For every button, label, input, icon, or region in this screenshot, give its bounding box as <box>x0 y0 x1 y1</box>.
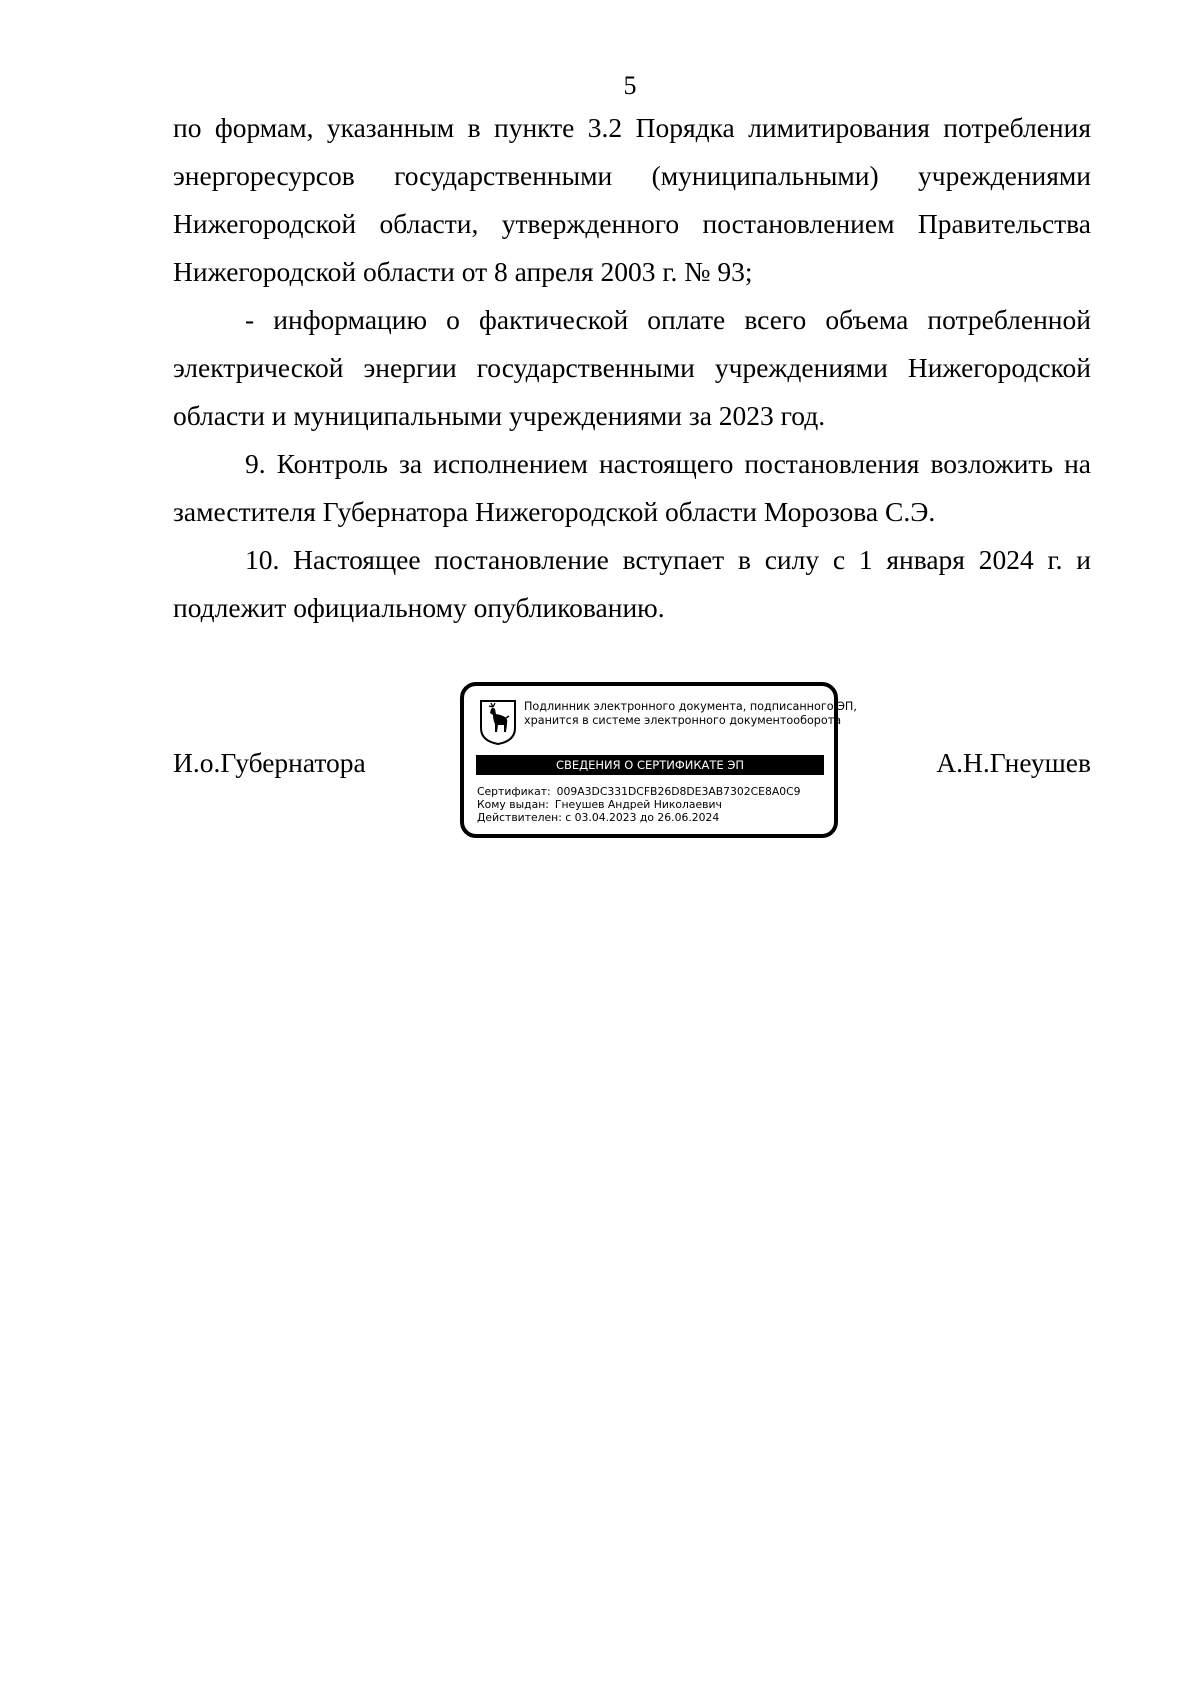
certificate-row <box>477 785 827 798</box>
page-number: 5 <box>623 71 637 100</box>
electronic-signature-stamp <box>460 682 857 838</box>
issued-to-label: Кому выдан: <box>477 798 549 811</box>
paragraph-forms-continuation: по формам, указанным в пункте 3.2 Порядка лимитирования потребления энергоресурсов государственными (муниципальными) учреждениями Нижегородской области, утвержденного постановлением Правительства Нижегородской области от 8 апреля 2003 г. № 93; <box>173 112 1091 287</box>
paragraph-item-10: 10. Настоящее постановление вступает в силу с 1 января 2024 г. и подлежит официальному опубликованию. <box>173 544 1091 623</box>
signature-block <box>173 682 1091 842</box>
stamp-header <box>524 700 857 728</box>
paragraph-payment-info: - информацию о фактической оплате всего объема потребленной электрической энергии государственными учреждениями Нижегородской области и муниципальными учреждениями за 2023 год. <box>173 304 1091 431</box>
validity-period: Действителен: с 03.04.2023 до 26.06.2024 <box>477 811 720 824</box>
issued-to-row <box>477 798 827 811</box>
signatory-position: И.о.Губернатора <box>173 747 366 778</box>
stamp-header-line-2: хранится в системе электронного документооборота <box>524 714 842 727</box>
certificate-details <box>477 785 827 824</box>
certificate-serial: 009A3DC331DCFB26D8DE3AB7302CE8A0C9 <box>556 785 801 798</box>
certificate-info-title: СВЕДЕНИЯ О СЕРТИФИКАТЕ ЭП <box>476 755 824 775</box>
document-body <box>173 104 1091 632</box>
signatory-name: А.Н.Гнеушев <box>936 747 1091 778</box>
issued-to-name: Гнеушев Андрей Николаевич <box>554 798 722 811</box>
paragraph-item-9: 9. Контроль за исполнением настоящего постановления возложить на заместителя Губернатора Нижегородской области Морозова С.Э. <box>173 448 1091 527</box>
stamp-header-line-1: Подлинник электронного документа, подписанного ЭП, <box>524 700 857 713</box>
certificate-label: Сертификат: <box>477 785 551 798</box>
deer-coat-of-arms-icon <box>478 698 518 746</box>
